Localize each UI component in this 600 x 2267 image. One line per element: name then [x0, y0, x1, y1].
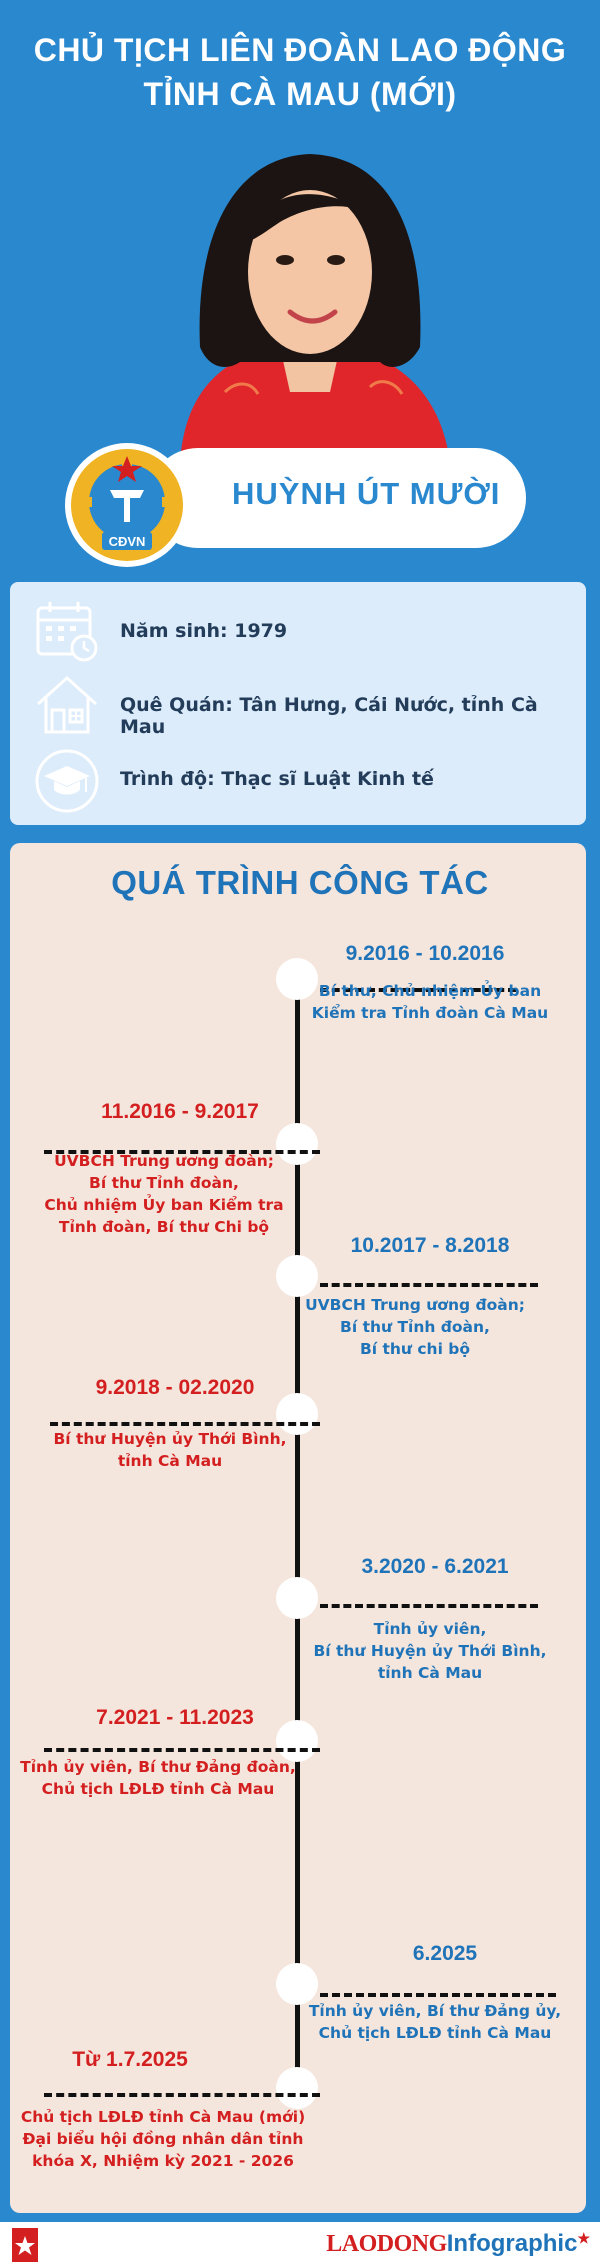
timeline-date: 10.2017 - 8.2018	[350, 1234, 510, 1257]
brand-logo	[326, 2230, 590, 2258]
timeline-node	[276, 2067, 318, 2109]
timeline-date: Từ 1.7.2025	[72, 2048, 188, 2071]
birth-year-text: Năm sinh: 1979	[120, 620, 288, 642]
timeline-date: 11.2016 - 9.2017	[101, 1100, 259, 1123]
page-title	[0, 28, 600, 116]
timeline-connector	[320, 1993, 556, 1997]
brand-laodong: LAODONG	[326, 2231, 447, 2257]
cdvn-logo-icon	[62, 440, 192, 570]
timeline-date: 7.2021 - 11.2023	[96, 1706, 254, 1729]
timeline-node	[276, 1255, 318, 1297]
career-title: QUÁ TRÌNH CÔNG TÁC	[111, 864, 489, 901]
timeline-connector	[320, 1604, 538, 1608]
timeline-description: Bí thư Huyện ủy Thới Bình, tỉnh Cà Mau	[53, 1430, 287, 1470]
timeline-date: 6.2025	[412, 1942, 478, 1965]
timeline-connector	[320, 1283, 538, 1287]
timeline-description: Tỉnh ủy viên, Bí thư Đảng đoàn, Chủ tịch LĐLĐ tỉnh Cà Mau	[20, 1758, 296, 1798]
info-row-education	[0, 742, 576, 822]
brand-star-icon: ★	[577, 2230, 590, 2246]
timeline-description: UVBCH Trung ương đoàn; Bí thư Tỉnh đoàn, Bí thư chi bộ	[305, 1296, 525, 1358]
star-logo-icon	[12, 2228, 38, 2262]
brand-infographic: Infographic	[446, 2230, 578, 2257]
timeline-connector	[44, 1748, 320, 1752]
info-row-hometown	[0, 666, 576, 746]
person-name: HUỲNH ÚT MƯỜI	[232, 476, 501, 511]
timeline-node	[276, 1577, 318, 1619]
title-line-1: CHỦ TỊCH LIÊN ĐOÀN LAO ĐỘNG	[33, 32, 567, 68]
timeline-connector	[50, 1422, 320, 1426]
calendar-icon	[34, 598, 100, 664]
timeline-date: 9.2016 - 10.2016	[345, 942, 505, 965]
hometown-text: Quê Quán: Tân Hưng, Cái Nước, tỉnh Cà Mau	[120, 694, 538, 738]
info-row-birth	[0, 590, 576, 670]
title-line-2: TỈNH CÀ MAU (MỚI)	[143, 76, 457, 112]
timeline-date: 3.2020 - 6.2021	[361, 1555, 509, 1578]
timeline-description: Tỉnh ủy viên, Bí thư Đảng ủy, Chủ tịch LĐLĐ tỉnh Cà Mau	[308, 2002, 562, 2042]
education-text: Trình độ: Thạc sĩ Luật Kinh tế	[120, 768, 434, 790]
portrait-image	[140, 132, 480, 462]
logo-text: CĐVN	[108, 534, 146, 549]
timeline-date: 9.2018 - 02.2020	[95, 1376, 255, 1399]
timeline-description: Tỉnh ủy viên, Bí thư Huyện ủy Thới Bình, tỉnh Cà Mau	[313, 1620, 547, 1682]
timeline-connector	[44, 2093, 320, 2097]
timeline-description: Chủ tịch LĐLĐ tỉnh Cà Mau (mới) Đại biểu hội đồng nhân dân tỉnh khóa X, Nhiệm kỳ 2021 - 2026	[20, 2108, 306, 2170]
timeline-node	[276, 1963, 318, 2005]
timeline-description: UVBCH Trung ương đoàn; Bí thư Tỉnh đoàn, Chủ nhiệm Ủy ban Kiểm tra Tỉnh đoàn, Bí thư Chi bộ	[44, 1152, 284, 1236]
timeline-description: Bí thư, Chủ nhiệm Ủy ban Kiểm tra Tỉnh đoàn Cà Mau	[311, 982, 549, 1022]
house-icon	[34, 672, 100, 738]
graduation-cap-icon	[34, 748, 100, 814]
